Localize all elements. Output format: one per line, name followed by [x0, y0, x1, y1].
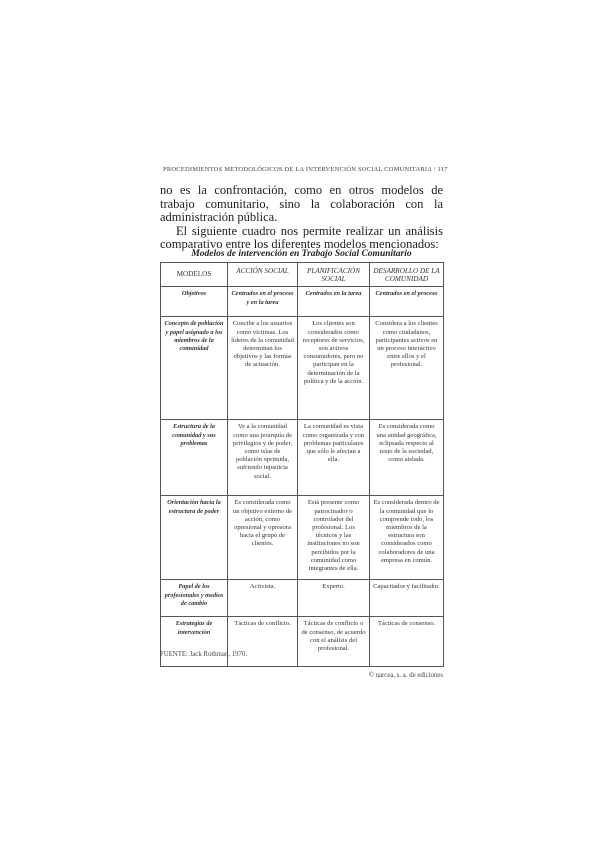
table-cell: Tácticas de conflicto. — [228, 617, 298, 667]
table-row — [161, 496, 444, 580]
table-cell: Los clientes son considerados como receptores de servicios, son activos consumidores, pero no participan en la determinación de la política y de la acción. — [298, 317, 370, 420]
table-cell: Concibe a los usuarios como víctimas. Los líderes de la comunidad determinan los objetivos y las formas de actuación. — [228, 317, 298, 420]
copyright-notice: © narcea, s. a. de ediciones — [368, 672, 443, 679]
body-text — [160, 184, 443, 252]
table-cell: Experto. — [298, 580, 370, 617]
running-header: PROCEDIMIENTOS METODOLÓGICOS DE LA INTERVENCIÓN SOCIAL COMUNITARIA / 117 — [163, 166, 448, 173]
table-source: FUENTE: Jack Rothman, 1970. — [160, 651, 248, 658]
table-cell: Tácticas de conflicto o de consenso, de acuerdo con el análisis del profesional. — [298, 617, 370, 667]
row-label: Estrategias de intervención — [161, 617, 228, 667]
table-cell: Está presente como patrocinador o controlador del profesional. Los técnicos y las instituciones no son percibidos por la comunidad como integrantes de ella. — [298, 496, 370, 580]
header-modelos: MODELOS — [161, 263, 228, 287]
row-label: Estructura de la comunidad y sus problemas — [161, 420, 228, 496]
table-cell: La comunidad es vista como organizada y con problemas particulares que sólo le afectan a ella. — [298, 420, 370, 496]
table-cell: Es considerada como una unidad geográfica, eclipsada respecto al resto de la sociedad, como aislada. — [370, 420, 444, 496]
table-row — [161, 287, 444, 317]
row-label: Objetivos — [161, 287, 228, 317]
comparison-table-container — [160, 262, 443, 667]
row-label: Orientación hacia la estructura de poder — [161, 496, 228, 580]
row-label: Concepto de población y papel asignado a los miembros de la comunidad — [161, 317, 228, 420]
table-row — [161, 580, 444, 617]
header-planificacion-social: PLANIFICACIÓN SOCIAL — [298, 263, 370, 287]
table-row — [161, 420, 444, 496]
table-header-row — [161, 263, 444, 287]
table-cell: Centrados en la tarea — [298, 287, 370, 317]
header-accion-social: ACCIÓN SOCIAL — [228, 263, 298, 287]
table-cell: Considera a los clientes como ciudadanos, participantes activos en un proceso interactivo entre ellos y el profesional. — [370, 317, 444, 420]
comparison-table — [160, 262, 444, 667]
table-cell: Es considerada como un objetivo externo de acción, como opresional y opresora hacia el grupo de clientes. — [228, 496, 298, 580]
table-cell: Centrados en el proceso — [370, 287, 444, 317]
table-cell: Es considerada dentro de la comunidad que lo comprende todo, los miembros de la estructura son considerados como colaboradores de una empresa en común. — [370, 496, 444, 580]
paragraph-2: El siguiente cuadro nos permite realizar un análisis comparativo entre los diferentes modelos mencionados: — [160, 223, 443, 251]
paragraph-1: no es la confrontación, como en otros modelos de trabajo comunitario, sino la colaboración con la administración pública. — [160, 183, 443, 224]
table-row — [161, 317, 444, 420]
table-cell: Tácticas de consenso. — [370, 617, 444, 667]
table-cell: Ve a la comunidad como una jerarquía de privilegios y de poder, como islas de población oprimida, sufriendo injusticia social. — [228, 420, 298, 496]
table-caption: Modelos de intervención en Trabajo Social Comunitario — [191, 249, 412, 259]
table-cell: Centrados en el proceso y en la tarea — [228, 287, 298, 317]
row-label: Papel de los profesionales y medios de cambio — [161, 580, 228, 617]
table-cell: Activista. — [228, 580, 298, 617]
table-row — [161, 617, 444, 667]
header-desarrollo-comunidad: DESARROLLO DE LA COMUNIDAD — [370, 263, 444, 287]
table-cell: Capacitador y facilitador. — [370, 580, 444, 617]
